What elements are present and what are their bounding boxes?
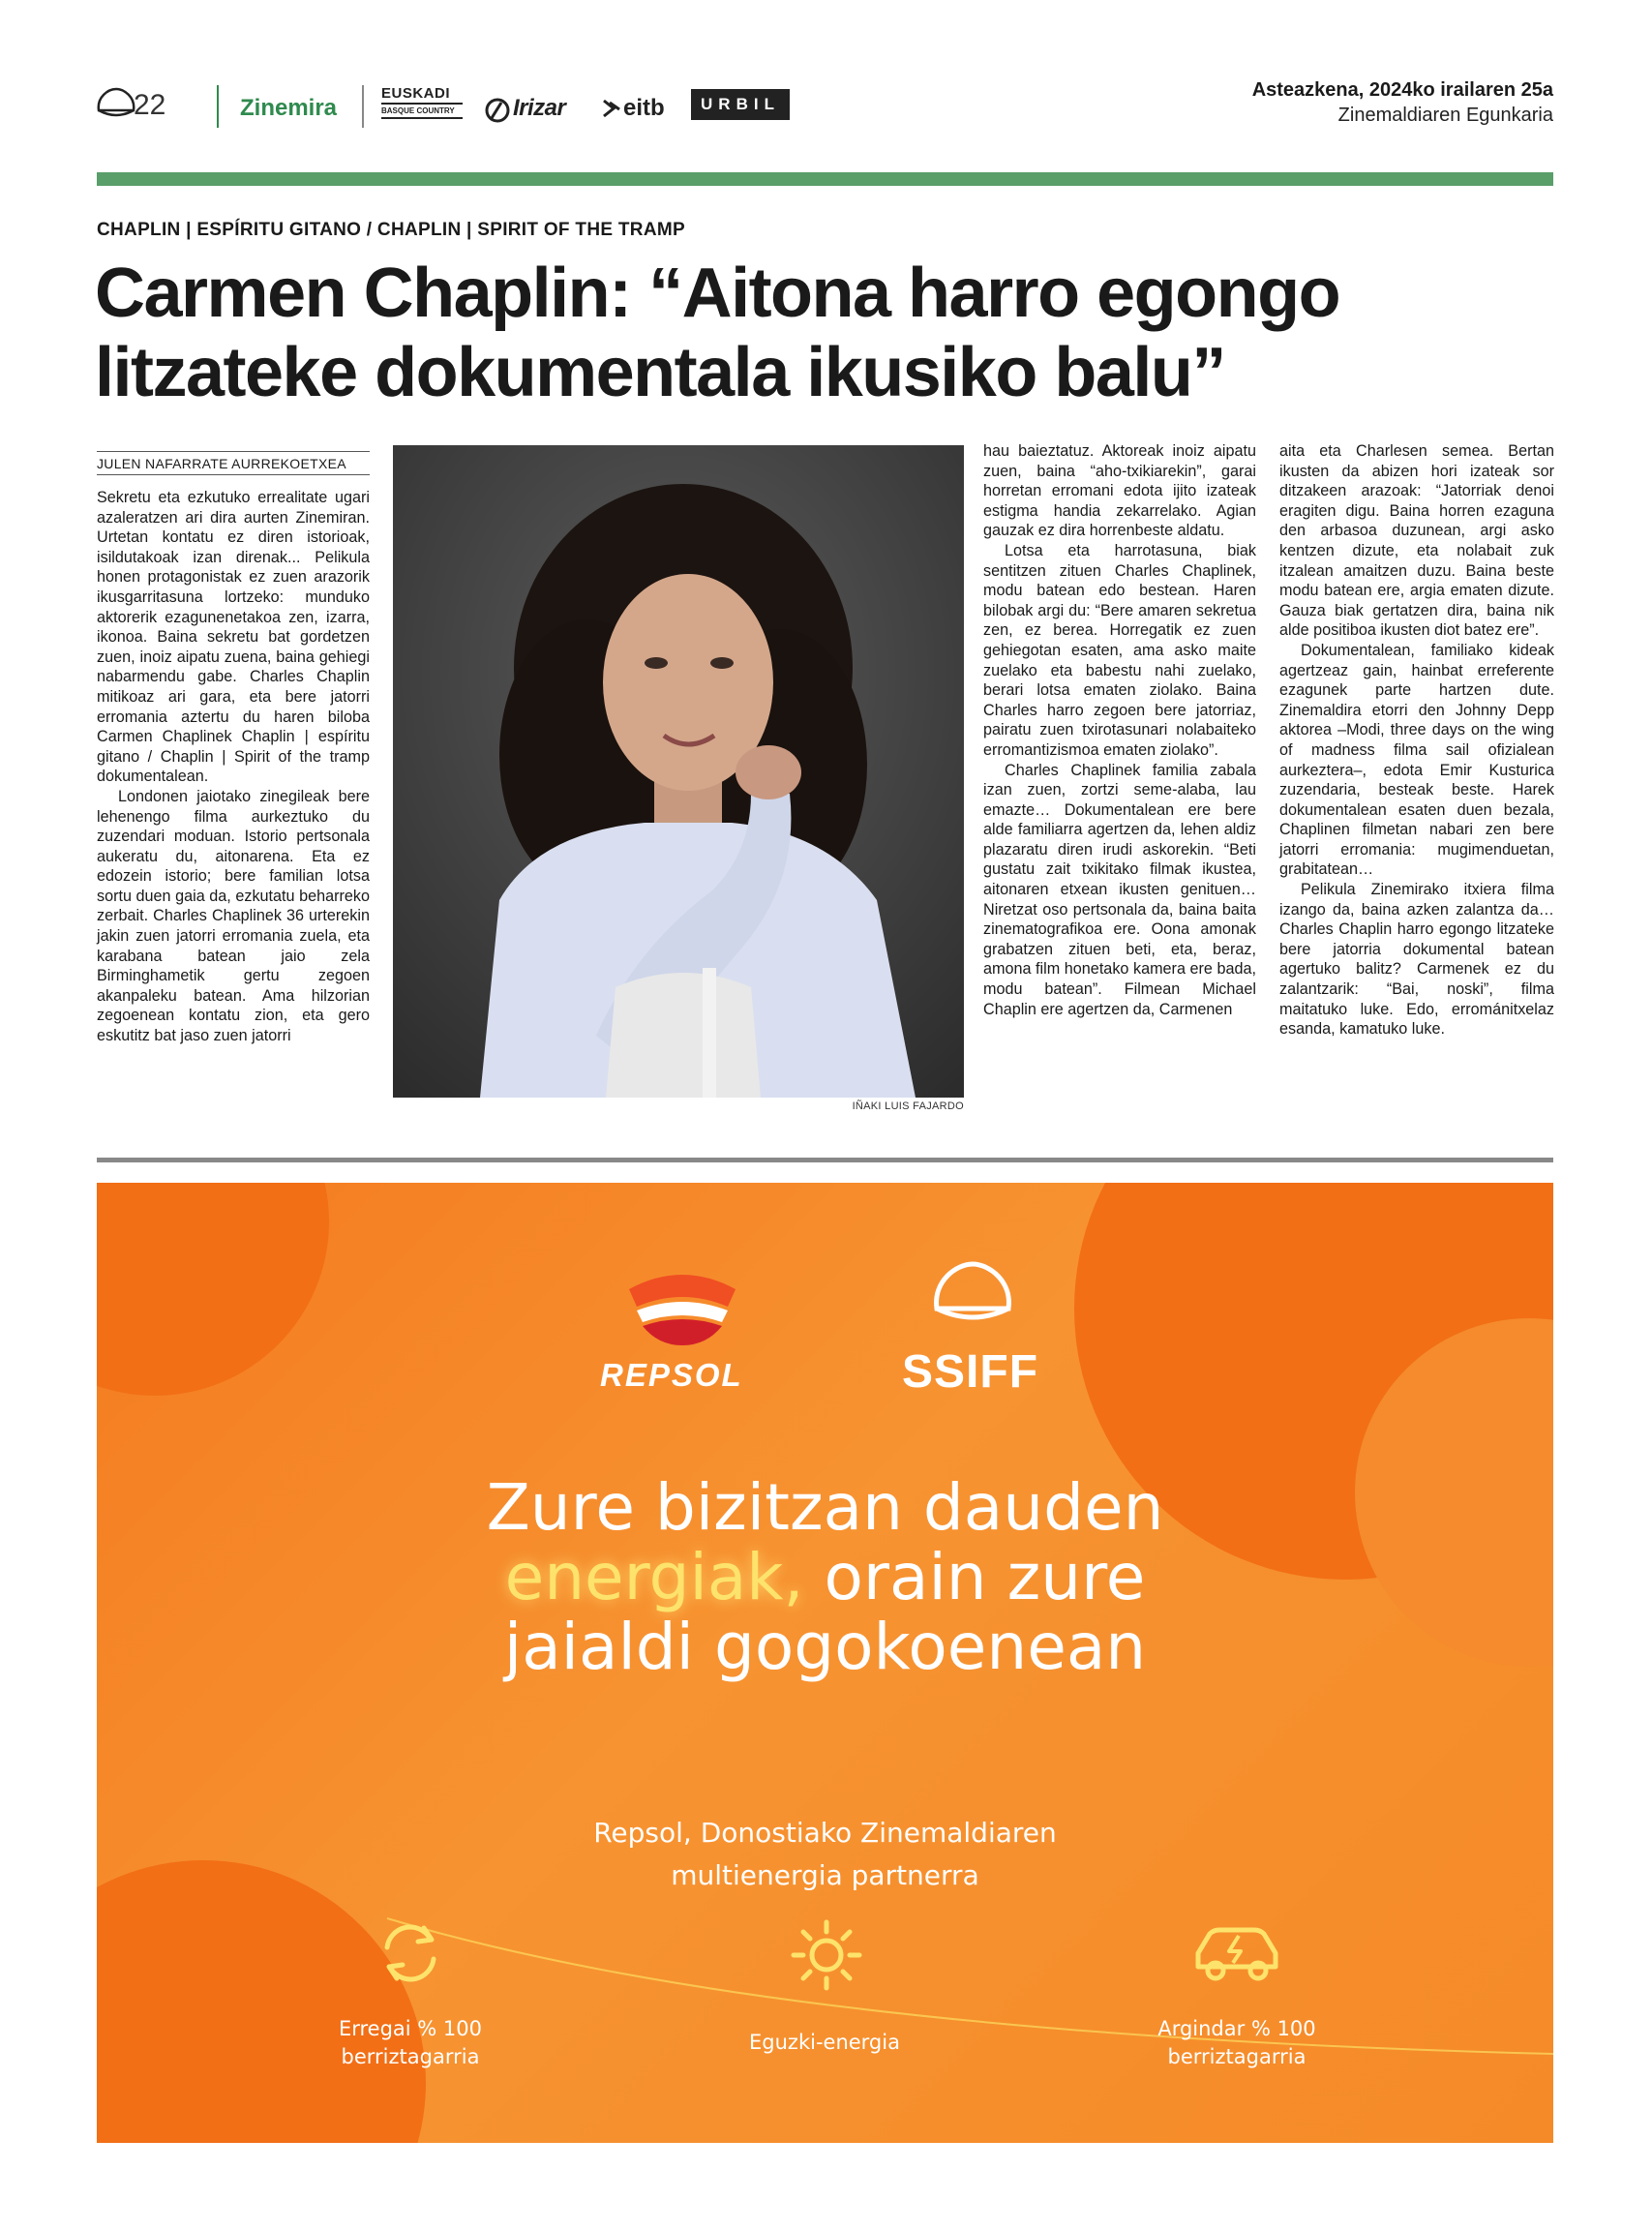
article-column-4 (1279, 441, 1554, 1040)
headline-line-1: Carmen Chaplin: “Aitona harro egongo (95, 255, 1340, 332)
paragraph: hau baieztatuz. Aktoreak inoiz aipatu zuen, baina “aho-txikiarekin”, garai horretan erromani edota ijito izateak estigma handia zekarrelako. Agian gauzak ez dira horrenbeste aldatu. (983, 442, 1256, 540)
repsol-logo-icon (619, 1260, 745, 1345)
ad-headline-line-1: Zure bizitzan dauden (486, 1470, 1164, 1545)
basque-country-text: BASQUE COUNTRY (381, 106, 455, 115)
urbil-logo: URBIL (691, 89, 790, 120)
ad-subtitle-line-1: Repsol, Donostiako Zinemaldiaren (593, 1817, 1057, 1849)
section-divider (97, 1158, 1553, 1162)
feature-line-2: berriztagarria (341, 2045, 480, 2068)
portrait-photo (393, 445, 964, 1098)
repsol-brand: REPSOL (600, 1357, 743, 1393)
section-name: Zinemira (240, 95, 338, 121)
divider (362, 85, 364, 128)
issue-date: Asteazkena, 2024ko irailaren 25a (1251, 79, 1553, 101)
article-column-1 (97, 488, 370, 1046)
repsol-advertisement (97, 1183, 1553, 2143)
article-headline (95, 254, 1556, 412)
paragraph: Dokumentalean, familiako kideak agertzeaz gain, hainbat erreferente ezagunek parte hartzen dute. Zinemaldira etorri den Johnny Depp aktorea –Modi, three days on the wing of madness filma sail ofizialean aurkeztera–, edota Emir Kusturica zuzendaria, besteak beste. Harek dokumentalean esaten duen bezala, Chaplinen filmetan nabari zen bere jatorri erromania: mugimenduetan, grabitatean… (1279, 641, 1554, 879)
electric-car-icon (1190, 1920, 1283, 1988)
headline-line-2: litzateke dokumentala ikusiko balu” (95, 334, 1225, 411)
feature-renewable-fuel (255, 2015, 565, 2071)
paper-name: Zinemaldiaren Egunkaria (1337, 105, 1553, 126)
feature-solar (670, 2029, 979, 2057)
paragraph: Sekretu eta ezkutuko errealitate ugari azaleratzen ari dira aurten Zinemiran. Urtetan kontatu ez diren istorioak, isildutakoak izan direnak... Pelikula honen protagonistak ez zuen arazorik ikusgarritasuna lortzeko: munduko aktorerik ezagunenetakoa zen, izarra, ikonoa. Baina sekretu bat gordetzen zuen, inoiz aipatu zuena, baina gehiegi nabarmendu gabe. Charles Chaplin mitikoaz ari gara, eta bere jatorri erromania aztertu du haren biloba Carmen Chaplinek Chaplin | espíritu gitano / Chaplin | Spirit of the tramp dokumentalean. (97, 489, 370, 786)
ad-headline-line-3: jaialdi gogokoenean (503, 1610, 1147, 1684)
article-column-3 (983, 441, 1256, 1019)
header-rule (97, 172, 1553, 186)
paragraph: Lotsa eta harrotasuna, biak sentitzen zituen Charles Chaplinek, modu batean edo bestean. Haren bilobak argi du: “Bere amaren sekretua zen, ez berea. Horregatik ez zuen gehiegotan esaten, ama asko maite zuelako eta babestu nahi zuelako, berari lotsa ematen ziolako. Baina Charles harro zegoen bere jatorriaz, pairatu zuen txirotasunari nolabaiteko erromantizismoa ematen ziolako”. (983, 541, 1256, 759)
shell-logo-icon (95, 87, 137, 122)
ad-headline (97, 1470, 1553, 1684)
page-number: 22 (134, 89, 166, 121)
paragraph: Londonen jaiotako zinegileak bere lehenengo filma aurkeztuko du zuzendari moduan. Istorio pertsonala aukeratu du, aitonarena. Eta ez edozein istorio; bere familian lotsa sortu duen gaia da, ezkutatu beharreko zerbait. Charles Chaplinek 36 urterekin jakin zuen jatorri erromania zuela, eta karabana batean jaio zela Birminghametik gertu zegoen akanpaleku batean. Ama hilzorian zegoenean kontatu zion, eta gero eskutitz bat jaso zuen jatorri (97, 787, 370, 1045)
sun-icon (788, 1916, 865, 1994)
ssiff-shell-icon (929, 1260, 1016, 1330)
ad-headline-mid: orain zure (803, 1540, 1146, 1614)
eitb-logo-icon (600, 97, 623, 122)
feature-line-1: Erregai % 100 (338, 2017, 483, 2040)
paragraph: Pelikula Zinemirako itxiera filma izango da, baina azken zalantza da… Charles Chaplin harro egongo litzateke bere jatorria dokumental batean agertuko balitz? Carmenek ez du zalantzarik: “Bai, noski”, filma maitatuko luke. Edo, errománitxelaz esanda, kamatuko luke. (1279, 881, 1554, 1039)
irizar-logo: Irizar (513, 95, 566, 121)
divider (217, 85, 219, 128)
ad-highlight: energiak, (504, 1540, 804, 1614)
euskadi-logo-rule (381, 117, 463, 119)
ad-subtitle-line-2: multienergia partnerra (671, 1859, 979, 1891)
renew-icon (374, 1918, 447, 1988)
feature-renewable-electricity (1082, 2015, 1392, 2071)
euskadi-logo: EUSKADI (381, 85, 451, 102)
ad-subtitle (97, 1812, 1553, 1897)
ad-headline-line-2 (97, 1540, 1553, 1614)
feature-line-2: berriztagarria (1167, 2045, 1307, 2068)
feature-line-1: Eguzki-energia (749, 2031, 900, 2054)
feature-line-1: Argindar % 100 (1157, 2017, 1316, 2040)
euskadi-logo-rule (381, 103, 463, 105)
paragraph: Charles Chaplinek familia zabala izan zuen, zortzi seme-alaba, lau emazte… Dokumentalean ere bere alde familiarra agertzen da, lehen aldiz plazaratu diren irudi askorekin. “Beti gustatu zait txikitako filmak ikustea, aitonaren etxean ikusten genituen… Niretzat oso pertsonala da, baina baita zinematografikoa ere. Oona amonak grabatzen zituen beti, eta, beraz, amona film honetako kamera ere bada, modu batean”. Filmean Michael Chaplin ere agertzen da, Carmenen (983, 761, 1256, 1018)
photo-credit: IÑAKI LUIS FAJARDO (852, 1100, 964, 1112)
eitb-logo: eitb (623, 95, 665, 121)
ssiff-brand: SSIFF (902, 1346, 1039, 1398)
byline: JULEN NAFARRATE AURREKOETXEA (97, 451, 370, 475)
paragraph: aita eta Charlesen semea. Bertan ikusten da abizen hori izateak sor ditzakeen arazoak: “Jatorriak denoi eragiten digu. Baina horren ezaguna den arbasoa duzunean, argi asko kentzen dizute, eta nolabait zuk itzalean amaitzen duzu. Baina beste modu batean ere, argia ematen dizute. Gauza biak gertatzen dira, baina nik alde positiboa ikusten diot batez ere”. (1279, 442, 1554, 640)
article-kicker: CHAPLIN | ESPÍRITU GITANO / CHAPLIN | SPIRIT OF THE TRAMP (97, 220, 685, 240)
irizar-logo-icon (484, 97, 511, 124)
